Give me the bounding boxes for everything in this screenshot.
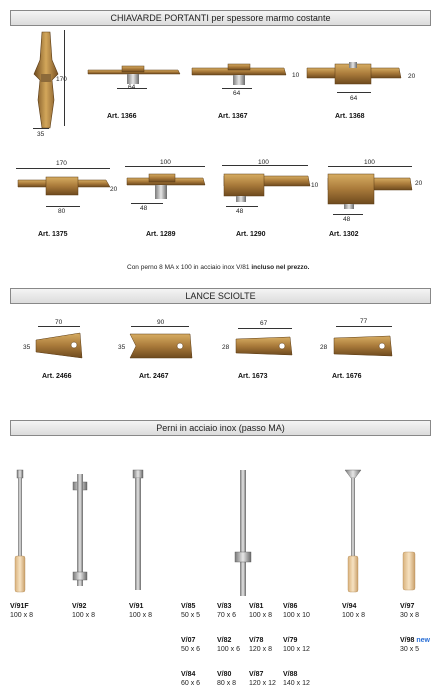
section-title-chiavarde: CHIAVARDE PORTANTI per spessore marmo costante [10, 10, 431, 26]
size-v94: 100 x 8 [342, 612, 365, 619]
chiavarda-1366-image [86, 62, 182, 86]
perno-v97-image [402, 552, 416, 592]
dimension-height: 35 [118, 344, 126, 351]
size-v80: 80 x 8 [217, 680, 237, 687]
code-v07: V/07 [181, 637, 196, 644]
dimension-line [131, 326, 189, 327]
code-v83: V/83 [217, 603, 232, 610]
art-1289-label: Art. 1289 [146, 231, 176, 238]
code-v94: V/94 [342, 603, 357, 610]
code-v92: V/92 [72, 603, 87, 610]
lancia-1673-image [234, 333, 294, 359]
code-v81: V/81 [249, 603, 264, 610]
dimension-length: 100 [364, 159, 375, 166]
dimension-length: 100 [258, 159, 269, 166]
size-v92: 100 x 8 [72, 612, 95, 619]
dimension-width: 64 [350, 95, 358, 102]
perno-v91f-image [12, 470, 28, 594]
dimension-height: 35 [23, 344, 31, 351]
dimension-length: 170 [56, 160, 67, 167]
perno-rod-image [233, 470, 253, 596]
chiavarda-1302-image [326, 170, 414, 210]
code-v78: V/78 [249, 637, 264, 644]
art-1367-label: Art. 1367 [218, 113, 248, 120]
size-v86: 100 x 10 [283, 612, 310, 619]
dimension-line [125, 166, 205, 167]
code-v80: V/80 [217, 671, 232, 678]
code-v98: V/98 new [400, 637, 430, 644]
perno-v92-image [70, 474, 90, 588]
dimension-line [328, 166, 412, 167]
art-2466-label: Art. 2466 [42, 373, 72, 380]
size-v97: 30 x 8 [400, 612, 420, 619]
art-1302-label: Art. 1302 [329, 231, 359, 238]
dimension-width: 90 [157, 319, 165, 326]
dimension-width: 48 [236, 208, 244, 215]
size-v81: 100 x 8 [249, 612, 272, 619]
perno-v91-image [130, 470, 146, 592]
size-v88: 140 x 12 [283, 680, 310, 687]
size-v91f: 100 x 8 [10, 612, 33, 619]
dimension-line [131, 203, 163, 204]
dimension-width: 64 [128, 84, 136, 91]
chiavarda-1289-image [125, 172, 207, 202]
code-v85: V/85 [181, 603, 196, 610]
dimension-height: 20 [110, 186, 118, 193]
art-1366-label: Art. 1366 [107, 113, 137, 120]
dimension-height: 20 [415, 180, 423, 187]
dimension-line [333, 214, 363, 215]
dimension-line [38, 326, 80, 327]
code-v91f: V/91F [10, 603, 29, 610]
size-v98: 30 x 5 [400, 646, 420, 653]
dimension-line [46, 206, 80, 207]
size-v91: 100 x 8 [129, 612, 152, 619]
size-v85: 50 x 5 [181, 612, 201, 619]
dimension-width: 48 [343, 216, 351, 223]
dimension-line [337, 92, 371, 93]
dimension-line [226, 206, 258, 207]
dimension-width: 64 [233, 90, 241, 97]
art-1676-label: Art. 1676 [332, 373, 362, 380]
dimension-height: 170 [56, 76, 67, 83]
size-v78: 120 x 8 [249, 646, 272, 653]
dimension-width: 70 [55, 319, 63, 326]
lancia-2467-image [128, 330, 194, 362]
size-v84: 60 x 6 [181, 680, 201, 687]
art-1673-label: Art. 1673 [238, 373, 268, 380]
size-v87: 120 x 12 [249, 680, 276, 687]
dimension-width: 48 [140, 205, 148, 212]
dimension-height: 20 [408, 73, 416, 80]
art-1290-label: Art. 1290 [236, 231, 266, 238]
dimension-line [33, 128, 49, 129]
section-title-lance: LANCE SCIOLTE [10, 288, 431, 304]
dimension-width: 35 [37, 131, 45, 138]
code-v82: V/82 [217, 637, 232, 644]
size-v83: 70 x 6 [217, 612, 237, 619]
dimension-width: 67 [260, 320, 268, 327]
art-1368-label: Art. 1368 [335, 113, 365, 120]
chiavarda-1368-image [305, 62, 405, 88]
code-v91: V/91 [129, 603, 144, 610]
chiavarda-1375-image [16, 174, 112, 200]
code-v88: V/88 [283, 671, 298, 678]
lancia-1676-image [332, 332, 394, 360]
chiavarda-1367-image [190, 62, 290, 86]
dimension-line [16, 168, 110, 169]
new-badge: new [416, 637, 430, 644]
dimension-width: 80 [58, 208, 66, 215]
dimension-width: 77 [360, 318, 368, 325]
chiavarda-1290-image [222, 170, 312, 202]
dimension-height: 10 [311, 182, 319, 189]
code-v97: V/97 [400, 603, 415, 610]
dimension-line [238, 328, 292, 329]
code-v87: V/87 [249, 671, 264, 678]
size-v79: 100 x 12 [283, 646, 310, 653]
size-v07: 50 x 6 [181, 646, 201, 653]
size-v82: 100 x 6 [217, 646, 240, 653]
perno-v94-image [344, 470, 362, 594]
dimension-line [336, 326, 392, 327]
dimension-line [222, 88, 252, 89]
art-1375-label: Art. 1375 [38, 231, 68, 238]
section-title-perni: Perni in acciaio inox (passo MA) [10, 420, 431, 436]
lancia-2466-image [34, 330, 84, 362]
dimension-height: 10 [292, 72, 300, 79]
code-v86: V/86 [283, 603, 298, 610]
dimension-height: 28 [222, 344, 230, 351]
chiavarde-note: Con perno 8 MA x 100 in acciaio inox V/81 incluso nel prezzo. [127, 264, 310, 271]
art-2467-label: Art. 2467 [139, 373, 169, 380]
dimension-height: 28 [320, 344, 328, 351]
dimension-length: 100 [160, 159, 171, 166]
code-v84: V/84 [181, 671, 196, 678]
code-v79: V/79 [283, 637, 298, 644]
